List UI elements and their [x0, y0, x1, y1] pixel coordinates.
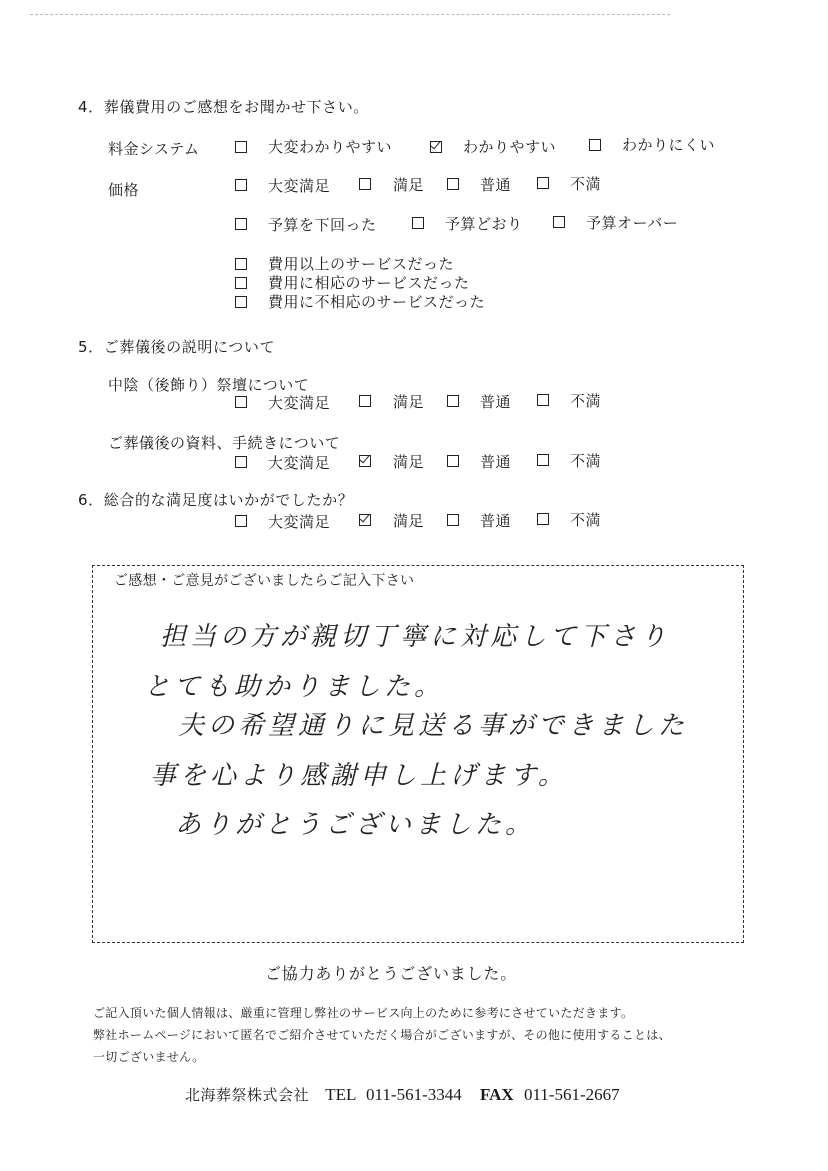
- checkbox-under-budget[interactable]: [235, 218, 247, 230]
- option-altar-satisfied: 満足: [393, 393, 425, 411]
- comment-box-label: ご感想・ご意見がございましたらご記入下さい: [114, 573, 415, 589]
- checkbox-altar-satisfied[interactable]: [359, 395, 371, 407]
- checkbox-overall-dissatisfied[interactable]: [537, 513, 549, 525]
- option-very-easy: 大変わかりやすい: [268, 138, 393, 156]
- fax-label: FAX: [480, 1085, 514, 1104]
- tel-number: 011-561-3344: [366, 1085, 462, 1104]
- checkbox-altar-neutral[interactable]: [447, 395, 459, 407]
- checkbox-dissatisfied[interactable]: [537, 177, 549, 189]
- checkbox-not-worth-cost[interactable]: [235, 296, 247, 308]
- checkbox-above-cost[interactable]: [235, 258, 247, 270]
- option-docs-neutral: 普通: [480, 453, 512, 471]
- checkbox-overall-satisfied[interactable]: [359, 514, 371, 526]
- checkbox-docs-satisfied[interactable]: [359, 455, 371, 467]
- company-footer: [185, 1084, 620, 1105]
- checkbox-neutral[interactable]: [447, 178, 459, 190]
- option-overall-dissatisfied: 不満: [570, 511, 602, 529]
- option-altar-very-satisfied: 大変満足: [268, 394, 331, 412]
- option-dissatisfied: 不満: [570, 175, 602, 193]
- q4-heading: 4．葬儀費用のご感想をお聞かせ下さい。: [78, 98, 369, 116]
- option-altar-neutral: 普通: [480, 393, 512, 411]
- q4-pricing-system-label: 料金システム: [108, 140, 200, 158]
- q6-heading: 6．総合的な満足度はいかがでしたか？: [78, 491, 354, 509]
- checkbox-altar-very-satisfied[interactable]: [235, 396, 247, 408]
- privacy-line-1: ご記入頂いた個人情報は、厳重に管理し弊社のサービス向上のために参考にさせていただきます。: [93, 1006, 634, 1020]
- option-on-budget: 予算どおり: [445, 215, 523, 233]
- tel-label: TEL: [325, 1085, 356, 1104]
- option-above-cost: 費用以上のサービスだった: [268, 255, 455, 273]
- option-docs-very-satisfied: 大変満足: [268, 454, 331, 472]
- option-overall-very-satisfied: 大変満足: [268, 513, 331, 531]
- handwritten-line-3: 夫の希望通りに見送る事ができました: [178, 711, 689, 741]
- checkbox-hard[interactable]: [589, 139, 601, 151]
- checkbox-docs-neutral[interactable]: [447, 455, 459, 467]
- q5-altar-label: 中陰（後飾り）祭壇について: [108, 376, 310, 394]
- checkbox-easy[interactable]: [430, 141, 442, 153]
- checkbox-docs-dissatisfied[interactable]: [537, 454, 549, 466]
- option-not-worth-cost: 費用に不相応のサービスだった: [268, 293, 486, 311]
- option-neutral: 普通: [480, 176, 512, 194]
- q4-price-label: 価格: [108, 181, 140, 199]
- company-name: 北海葬祭株式会社: [185, 1086, 310, 1104]
- checkbox-worth-cost[interactable]: [235, 277, 247, 289]
- checkbox-very-satisfied[interactable]: [235, 179, 247, 191]
- q5-heading: 5．ご葬儀後の説明について: [78, 338, 276, 356]
- option-worth-cost: 費用に相応のサービスだった: [268, 274, 470, 292]
- option-docs-satisfied: 満足: [393, 453, 425, 471]
- checkbox-overall-neutral[interactable]: [447, 514, 459, 526]
- checkbox-over-budget[interactable]: [553, 216, 565, 228]
- option-overall-satisfied: 満足: [393, 512, 425, 530]
- checkbox-satisfied[interactable]: [359, 178, 371, 190]
- q5-documents-label: ご葬儀後の資料、手続きについて: [108, 434, 341, 452]
- checkbox-altar-dissatisfied[interactable]: [537, 394, 549, 406]
- option-hard: わかりにくい: [622, 136, 716, 154]
- option-satisfied: 満足: [393, 176, 425, 194]
- thanks-message: ご協力ありがとうございました。: [265, 964, 518, 983]
- handwritten-line-2: とても助かりました。: [144, 672, 445, 702]
- handwritten-line-4: 事を心より感謝申し上げます。: [150, 761, 568, 791]
- scan-top-edge: [30, 14, 670, 15]
- option-docs-dissatisfied: 不満: [570, 452, 602, 470]
- option-under-budget: 予算を下回った: [268, 216, 377, 234]
- checkbox-docs-very-satisfied[interactable]: [235, 456, 247, 468]
- checkbox-very-easy[interactable]: [235, 141, 247, 153]
- option-easy: わかりやすい: [463, 138, 557, 156]
- checkbox-overall-very-satisfied[interactable]: [235, 515, 247, 527]
- checkbox-on-budget[interactable]: [412, 217, 424, 229]
- option-very-satisfied: 大変満足: [268, 177, 331, 195]
- fax-number: 011-561-2667: [523, 1085, 620, 1104]
- option-altar-dissatisfied: 不満: [570, 392, 602, 410]
- handwritten-line-5: ありがとうございました。: [175, 810, 536, 840]
- option-over-budget: 予算オーバー: [586, 214, 679, 232]
- handwritten-line-1: 担当の方が親切丁寧に対応して下さり: [160, 622, 671, 652]
- option-overall-neutral: 普通: [480, 512, 512, 530]
- privacy-line-3: 一切ございません。: [93, 1050, 205, 1064]
- privacy-line-2: 弊社ホームページにおいて匿名でご紹介させていただく場合がございますが、その他に使用することは、: [93, 1028, 671, 1042]
